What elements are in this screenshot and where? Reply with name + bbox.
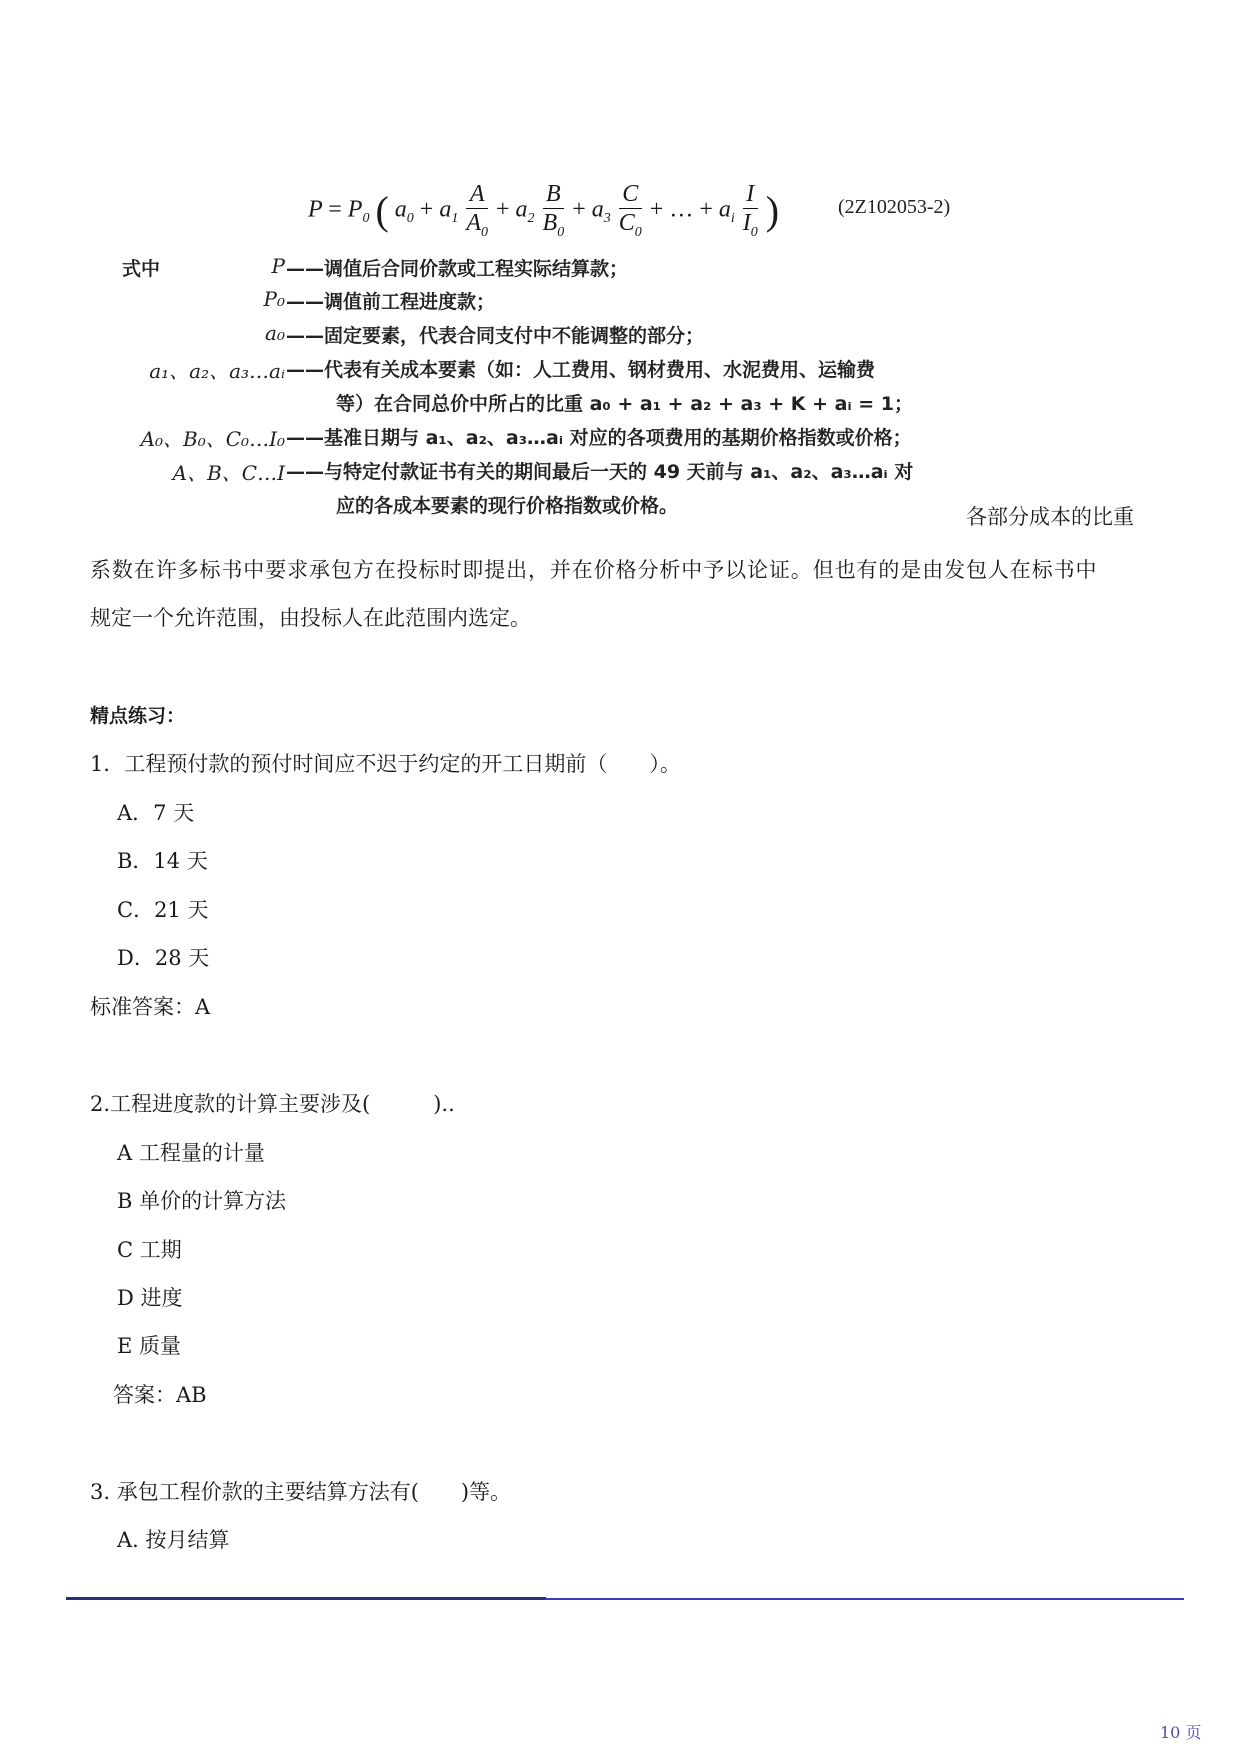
legend-text-a0: ——固定要素，代表合同支付中不能调整的部分；: [286, 325, 705, 347]
q1-answer: 标准答案：A: [90, 995, 211, 1019]
practice-heading: 精点练习：: [90, 705, 186, 727]
formula-lhs: P: [308, 196, 323, 223]
formula-term-3: a: [591, 196, 604, 223]
formula-number: (2Z102053-2): [838, 196, 951, 218]
q2-option-a: A 工程量的计量: [117, 1141, 265, 1165]
legend-text-ai: ——代表有关成本要素（如：人工费用、钢材费用、水泥费用、运输费: [286, 359, 876, 381]
footer-rule-blue: [546, 1598, 1184, 1600]
formula-p0: P: [347, 196, 363, 223]
legend-text-current-cont: 应的各成本要素的现行价格指数或价格。: [336, 495, 679, 517]
q1-option-a: A．7 天: [117, 801, 195, 825]
q2-answer: 答案：AB: [113, 1383, 207, 1407]
formula: $P = P_0$ ( $a_0 + a_1$ $\frac{A}{A_0}$ + $a_2$ $\frac{B}{B_0}$ + $a_3$ $\frac{C}{C_0}$ + … + $a_i$ $\frac{I}{I_0}$ ): [308, 181, 780, 240]
legend-prefix: 式中: [122, 258, 161, 280]
legend-text-ai-cont: 等）在合同总价中所占的比重 a₀ + a₁ + a₂ + a₃ + K + aᵢ = 1；: [336, 393, 914, 415]
legend-text-p0: ——调值前工程进度款；: [286, 291, 496, 313]
q1-option-d: D．28 天: [117, 946, 210, 970]
formula-term-2: a: [515, 196, 528, 223]
legend-sym-ai: a₁、a₂、a₃…aᵢ: [149, 359, 285, 383]
formula-fraction-i: $\frac{I}{I_0}$: [742, 181, 758, 240]
question-2: 2.工程进度款的计算主要涉及( )..: [90, 1092, 455, 1116]
legend-sym-current: A、B、C…I: [172, 461, 285, 485]
q1-option-b: B．14 天: [117, 849, 208, 873]
formula-a0: a: [394, 196, 407, 223]
paragraph-tail: 各部分成本的比重: [966, 505, 1134, 529]
paragraph-line-1: 系数在许多标书中要求承包方在投标时即提出，并在价格分析中予以论证。但也有的是由发包人在标书中: [90, 558, 1098, 582]
question-1: 1．工程预付款的预付时间应不迟于约定的开工日期前（ ）。: [90, 752, 681, 776]
q2-option-c: C 工期: [117, 1238, 182, 1262]
legend-sym-p0: P₀: [263, 287, 285, 311]
legend-sym-p: P: [271, 254, 285, 278]
footer-rule-dark: [66, 1597, 546, 1600]
formula-term-1: a: [439, 196, 452, 223]
q2-option-b: B 单价的计算方法: [117, 1189, 287, 1213]
legend-text-base: ——基准日期与 a₁、a₂、a₃…aᵢ 对应的各项费用的基期价格指数或价格；: [286, 427, 912, 449]
legend-text-current: ——与特定付款证书有关的期间最后一天的 49 天前与 a₁、a₂、a₃…aᵢ 对: [286, 461, 914, 483]
q2-option-d: D 进度: [117, 1286, 183, 1310]
q1-option-c: C．21 天: [117, 898, 209, 922]
question-3: 3. 承包工程价款的主要结算方法有( )等。: [90, 1480, 512, 1504]
formula-fraction-a: $\frac{A}{A_0}$: [466, 181, 488, 240]
q3-option-a: A. 按月结算: [117, 1528, 230, 1552]
legend-sym-base: A₀、B₀、C₀…I₀: [140, 427, 285, 451]
formula-fraction-c: $\frac{C}{C_0}$: [618, 181, 642, 240]
legend-text-p: ——调值后合同价款或工程实际结算款；: [286, 258, 629, 280]
formula-term-i: a: [718, 196, 731, 223]
page-number: 10 页: [1160, 1723, 1202, 1742]
legend-sym-a0: a₀: [265, 321, 285, 345]
q2-option-e: E 质量: [117, 1334, 182, 1358]
formula-fraction-b: $\frac{B}{B_0}$: [542, 181, 565, 240]
paragraph-line-2: 规定一个允许范围，由投标人在此范围内选定。: [90, 606, 531, 630]
